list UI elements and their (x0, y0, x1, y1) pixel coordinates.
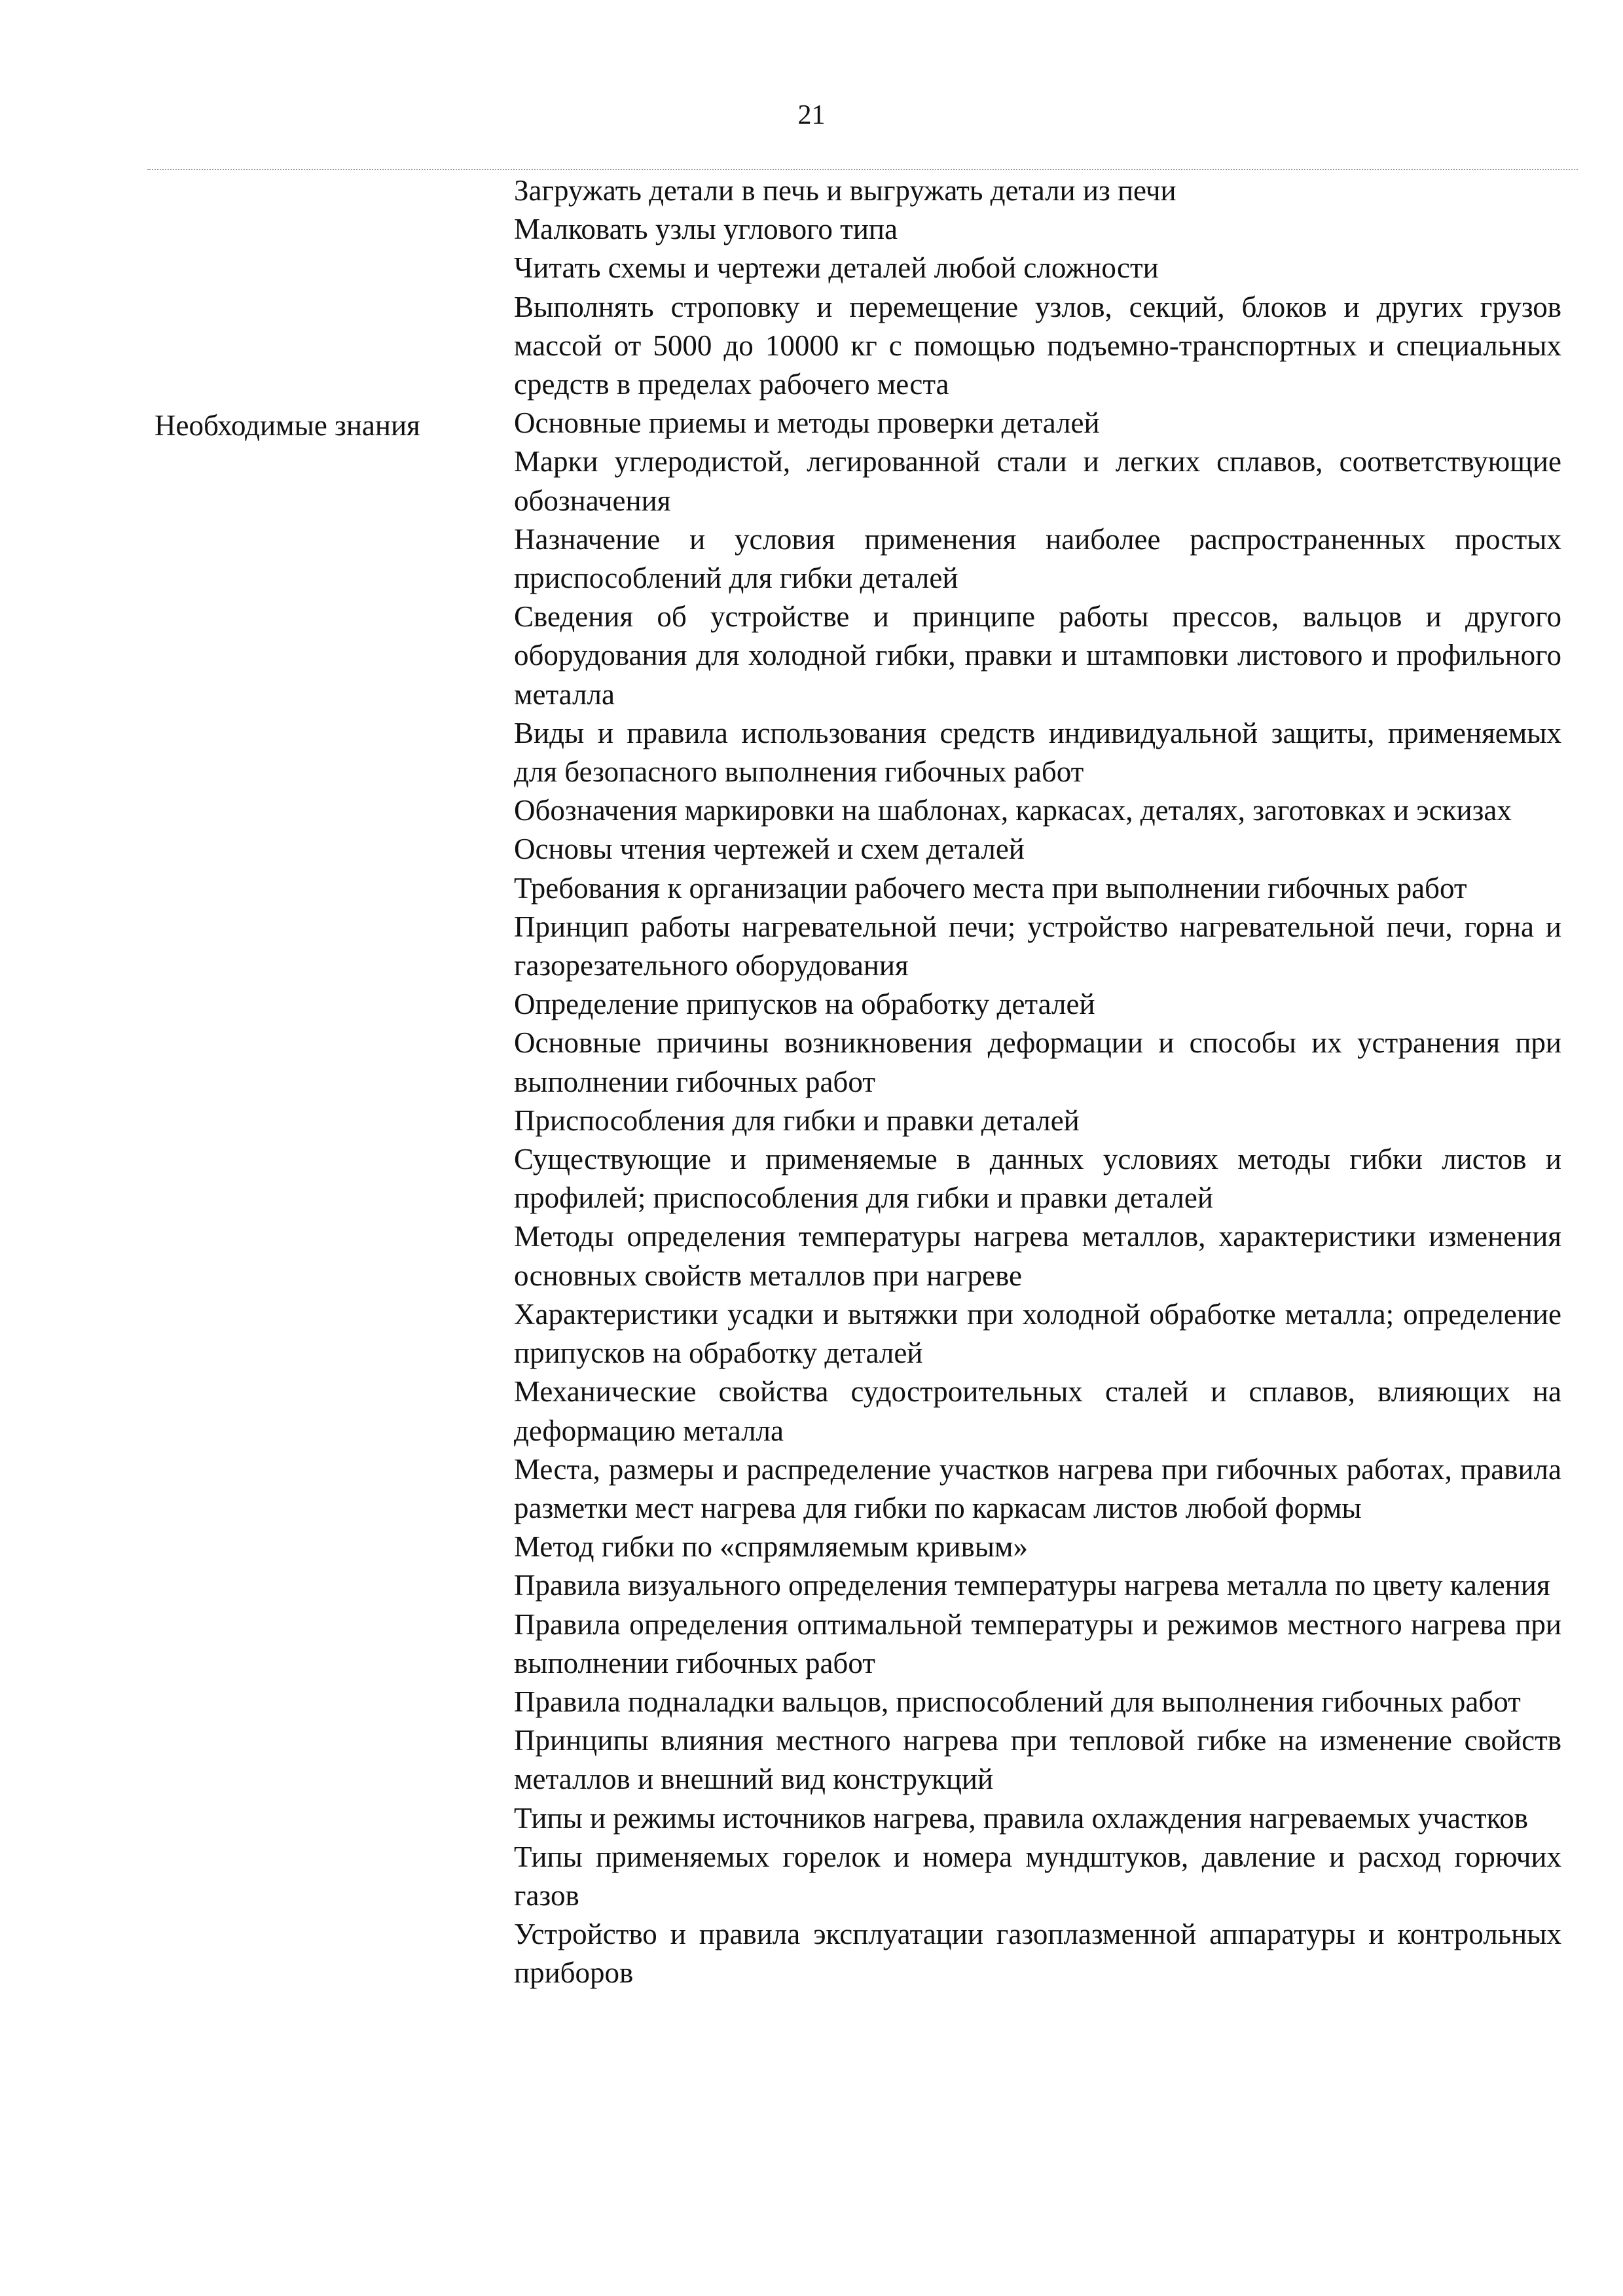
knowledge-item: Требования к организации рабочего места при выполнении гибочных работ (514, 871, 1467, 905)
knowledge-item: Определение припусков на обработку деталей (514, 988, 1095, 1021)
knowledge-item: Основные приемы и методы проверки деталей (514, 406, 1100, 440)
knowledge-item: Существующие и применяемые в данных условиях методы гибки листов и профилей; приспособления для гибки и правки деталей (514, 1143, 1561, 1215)
page-number: 21 (797, 100, 826, 130)
skill-item: Выполнять строповку и перемещение узлов, секций, блоков и других грузов массой от 5000 до 10000 кг с помощью подъемно-транспортных и специальных средств в пределах рабочего места (514, 290, 1561, 401)
table-top-border (147, 169, 1578, 170)
knowledge-item: Правила визуального определения температуры нагрева металла по цвету каления (514, 1569, 1550, 1602)
requirements-list (514, 171, 1561, 1993)
knowledge-item: Устройство и правила эксплуатации газоплазменной аппаратуры и контрольных приборов (514, 1918, 1561, 1990)
knowledge-item: Сведения об устройстве и принципе работы прессов, вальцов и другого оборудования для холодной гибки, правки и штамповки листового и профильного металла (514, 600, 1561, 711)
knowledge-item: Обозначения маркировки на шаблонах, каркасах, деталях, заготовках и эскизах (514, 794, 1512, 827)
knowledge-item: Типы применяемых горелок и номера мундштуков, давление и расход горючих газов (514, 1840, 1561, 1912)
knowledge-item: Места, размеры и распределение участков нагрева при гибочных работах, правила разметки мест нагрева для гибки по каркасам листов любой формы (514, 1452, 1561, 1524)
knowledge-item: Метод гибки по «спрямляемым кривым» (514, 1530, 1028, 1564)
skill-item: Читать схемы и чертежи деталей любой сложности (514, 251, 1159, 285)
knowledge-item: Методы определения температуры нагрева металлов, характеристики изменения основных свойств металлов при нагреве (514, 1220, 1561, 1292)
knowledge-item: Характеристики усадки и вытяжки при холодной обработке металла; определение припусков на обработку деталей (514, 1297, 1561, 1370)
knowledge-item: Правила определения оптимальной температуры и режимов местного нагрева при выполнении гибочных работ (514, 1607, 1561, 1679)
knowledge-item: Механические свойства судостроительных сталей и сплавов, влияющих на деформацию металла (514, 1375, 1561, 1447)
knowledge-item: Правила подналадки вальцов, приспособлений для выполнения гибочных работ (514, 1685, 1521, 1718)
knowledge-item: Приспособления для гибки и правки деталей (514, 1103, 1080, 1137)
knowledge-item: Типы и режимы источников нагрева, правила охлаждения нагреваемых участков (514, 1801, 1528, 1835)
knowledge-item: Виды и правила использования средств индивидуальной защиты, применяемых для безопасного выполнения гибочных работ (514, 716, 1561, 789)
knowledge-item: Марки углеродистой, легированной стали и легких сплавов, соответствующие обозначения (514, 445, 1561, 517)
skill-item: Загружать детали в печь и выгружать детали из печи (514, 174, 1176, 207)
section-label: Необходимые знания (155, 409, 420, 442)
knowledge-item: Назначение и условия применения наиболее распространенных простых приспособлений для гибки деталей (514, 522, 1561, 595)
knowledge-item: Принцип работы нагревательной печи; устройство нагревательной печи, горна и газорезательного оборудования (514, 910, 1561, 982)
knowledge-item: Основы чтения чертежей и схем деталей (514, 833, 1025, 866)
knowledge-item: Принципы влияния местного нагрева при тепловой гибке на изменение свойств металлов и внешний вид конструкций (514, 1724, 1561, 1796)
skill-item: Малковать узлы углового типа (514, 213, 898, 246)
knowledge-item: Основные причины возникновения деформации и способы их устранения при выполнении гибочных работ (514, 1026, 1561, 1098)
